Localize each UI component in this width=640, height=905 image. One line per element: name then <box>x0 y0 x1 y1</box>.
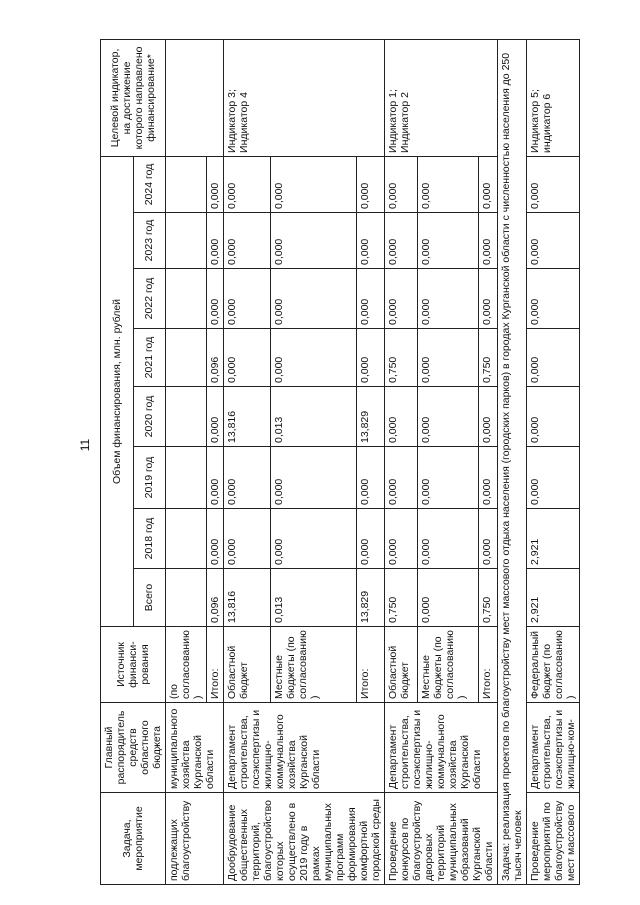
header-task: Задача, мероприятие <box>101 793 166 885</box>
value-cell: 0,000 <box>478 213 497 269</box>
value-cell: 13,816 <box>224 569 271 627</box>
value-cell: 0,000 <box>271 156 357 212</box>
source-cell: Областной бюджет <box>224 627 271 703</box>
value-cell: 0,750 <box>385 329 418 387</box>
value-cell: 0,000 <box>271 509 357 569</box>
value-cell: 0,000 <box>418 213 478 269</box>
manager-cell: Департамент строительства, госэкспертизы и жилищно-ком- <box>527 703 580 793</box>
value-cell: 0,000 <box>357 447 385 509</box>
value-cell: 0,000 <box>357 156 385 212</box>
task-cell: подлежащих благоустройству <box>166 793 224 885</box>
rotated-table-container <box>100 40 610 885</box>
header-year: 2022 год <box>133 269 166 329</box>
value-cell: 2,921 <box>527 569 580 627</box>
value-cell: 0,000 <box>224 156 271 212</box>
table-row <box>527 39 580 884</box>
manager-cell: Департамент строительства, госэкспертизы и жилищно-коммунального хозяйства Курганской области <box>385 703 498 793</box>
value-cell: 0,000 <box>207 213 224 269</box>
value-cell: 0,000 <box>224 447 271 509</box>
header-source: Источник финанси-рования <box>101 627 166 703</box>
manager-cell: муниципального хозяйства Курганской области <box>166 703 224 793</box>
value-cell: 0,000 <box>207 509 224 569</box>
task-cell: Проведение мероприятий по благоустройству мест массового <box>527 793 580 885</box>
source-cell: Итого: <box>357 627 385 703</box>
value-cell: 0,000 <box>357 329 385 387</box>
value-cell: 0,000 <box>385 269 418 329</box>
value-cell: 0,000 <box>271 329 357 387</box>
value-cell: 0,000 <box>357 269 385 329</box>
financing-table <box>100 39 580 885</box>
value-cell: 0,000 <box>357 213 385 269</box>
source-cell: Федеральный бюджет (по согласованию) <box>527 627 580 703</box>
value-cell: 0,000 <box>418 156 478 212</box>
value-cell: 0,000 <box>527 447 580 509</box>
manager-cell: Департамент строительства, госэкспертизы и жилищно-коммунального хозяйства Курганской области <box>224 703 385 793</box>
value-cell: 0,000 <box>207 156 224 212</box>
value-cell: 0,750 <box>478 329 497 387</box>
header-year: 2021 год <box>133 329 166 387</box>
header-row-1 <box>101 39 134 884</box>
source-cell: Местные бюджеты (по согласованию) <box>418 627 478 703</box>
value-cell: 13,829 <box>357 387 385 447</box>
indicator-cell <box>166 39 224 156</box>
value-cell: 0,000 <box>418 329 478 387</box>
value-cell: 2,921 <box>527 509 580 569</box>
header-year: 2019 год <box>133 447 166 509</box>
value-cell: 0,000 <box>207 447 224 509</box>
indicator-cell: Индикатор 3; Индикатор 4 <box>224 39 385 156</box>
source-cell: Местные бюджеты (по согласованию) <box>271 627 357 703</box>
value-cell: 0,000 <box>224 329 271 387</box>
value-cell: 0,000 <box>478 447 497 509</box>
source-cell: (по согласованию) <box>166 627 207 703</box>
value-cell: 0,000 <box>385 156 418 212</box>
value-cell: 0,000 <box>385 387 418 447</box>
value-cell: 0,000 <box>418 387 478 447</box>
value-cell: 0,000 <box>271 269 357 329</box>
header-manager: Главный распорядитель средств областного бюджета <box>101 703 166 793</box>
value-cell: 0,000 <box>385 447 418 509</box>
value-cell: 0,000 <box>527 269 580 329</box>
value-cell: 0,000 <box>207 269 224 329</box>
value-cell: 0,000 <box>418 447 478 509</box>
table-row <box>385 39 418 884</box>
value-cell: 0,000 <box>478 156 497 212</box>
header-volume: Объем финансирования, млн. рублей <box>101 156 134 626</box>
indicator-cell: Индикатор 1; Индикатор 2 <box>385 39 498 156</box>
header-year: 2018 год <box>133 509 166 569</box>
value-cell: 0,000 <box>271 213 357 269</box>
page-number: 11 <box>78 438 92 452</box>
value-cell: 0,750 <box>385 569 418 627</box>
value-cell: 0,000 <box>385 509 418 569</box>
header-year: 2023 год <box>133 213 166 269</box>
indicator-cell: Индикатор 5; индикатор 6 <box>527 39 580 156</box>
value-cell: 0,000 <box>527 387 580 447</box>
value-cell: 0,000 <box>418 569 478 627</box>
value-cell: 13,816 <box>224 387 271 447</box>
task-description: Задача: реализация проектов по благоустройству мест массового отдыха населения (городских парков) в городах Курганской области с численностью населения до 250 тысяч человек <box>498 39 527 884</box>
value-cell: 0,000 <box>224 509 271 569</box>
value-cell: 0,000 <box>224 213 271 269</box>
header-year: 2020 год <box>133 387 166 447</box>
value-cell: 0,000 <box>224 269 271 329</box>
value-cell: 0,096 <box>207 329 224 387</box>
value-cell: 0,000 <box>418 269 478 329</box>
source-cell: Итого: <box>478 627 497 703</box>
value-cell: 0,000 <box>207 387 224 447</box>
value-cell: 0,013 <box>271 387 357 447</box>
header-total: Всего <box>133 569 166 627</box>
header-indicator: Целевой индикатор, на достижение которого направлено финансирование* <box>101 39 166 156</box>
value-cell: 13,829 <box>357 569 385 627</box>
value-cell: 0,000 <box>478 509 497 569</box>
value-cell: 0,000 <box>271 447 357 509</box>
value-cell: 0,000 <box>527 156 580 212</box>
value-cell: 0,000 <box>527 213 580 269</box>
value-cell: 0,000 <box>385 213 418 269</box>
table-row <box>166 39 207 884</box>
task-cell: Проведение конкурсов по благоустройству дворовых территорий муниципальных образований Курганской области <box>385 793 498 885</box>
source-cell: Итого: <box>207 627 224 703</box>
task-row <box>498 39 527 884</box>
value-cell: 0,000 <box>478 269 497 329</box>
value-cell: 0,000 <box>357 509 385 569</box>
source-cell: Областной бюджет <box>385 627 418 703</box>
value-cell: 0,013 <box>271 569 357 627</box>
table-row <box>224 39 271 884</box>
value-cell: 0,750 <box>478 569 497 627</box>
value-cell: 0,000 <box>418 509 478 569</box>
header-year: 2024 год <box>133 156 166 212</box>
task-cell: Дообрудование общественных территорий, благоустройство которых осуществлено в 2019 году в рамках муниципальных программ формирования комфортной городской среды <box>224 793 385 885</box>
value-cell: 0,000 <box>527 329 580 387</box>
value-cell: 0,000 <box>478 387 497 447</box>
value-cell: 0,096 <box>207 569 224 627</box>
